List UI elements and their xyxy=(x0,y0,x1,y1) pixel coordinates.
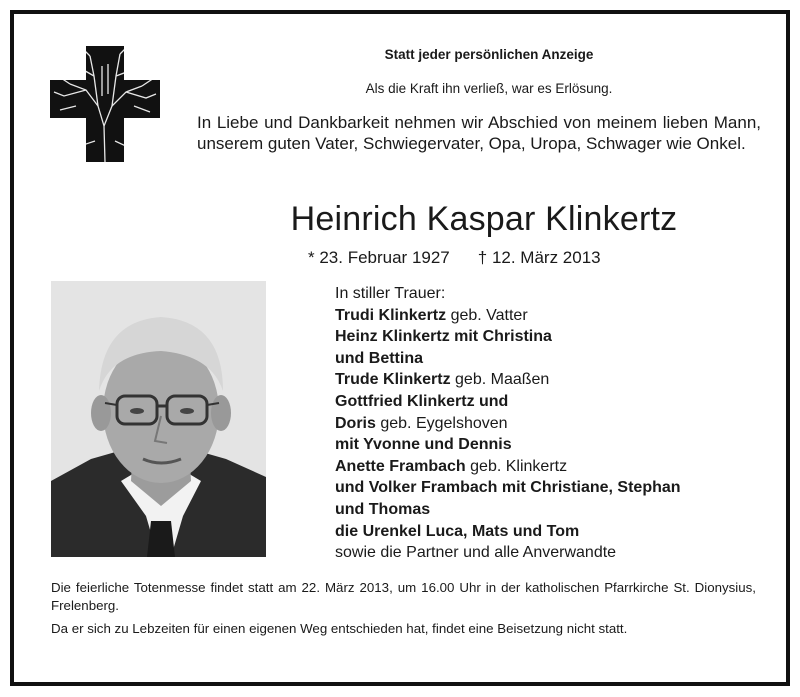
mass-notice: Die feierliche Totenmesse findet statt am 22. März 2013, um 16.00 Uhr in der katholischen Pfarrkirche St. Dionysius, Frelenberg. xyxy=(51,580,756,613)
mourner-line: Gottfried Klinkertz und xyxy=(335,392,509,410)
portrait-photo xyxy=(51,281,266,557)
header-line-1: Statt jeder persönlichen Anzeige xyxy=(384,47,594,62)
intro-text: In Liebe und Dankbarkeit nehmen wir Abschied von meinem lieben Mann, unserem guten Vater, Schwiegervater, Opa, Uropa, Schwager wie Onkel. xyxy=(197,113,761,153)
tree-cross-icon xyxy=(50,46,160,162)
life-dates xyxy=(308,248,601,268)
mourner-line: die Urenkel Luca, Mats und Tom xyxy=(335,522,580,540)
death-date: † 12. März 2013 xyxy=(477,248,601,267)
mourner-line: und Thomas xyxy=(335,500,431,518)
mourner-line: und Volker Frambach mit Christiane, Stephan xyxy=(335,479,681,497)
mourner-line: Heinz Klinkertz mit Christina xyxy=(335,328,552,346)
obituary-frame xyxy=(10,10,790,686)
birth-date: * 23. Februar 1927 xyxy=(308,248,450,267)
deceased-name: Heinrich Kaspar Klinkertz xyxy=(290,200,678,238)
mourner-line: und Bettina xyxy=(335,349,423,367)
burial-notice: Da er sich zu Lebzeiten für einen eigenen Weg entschieden hat, findet eine Beisetzung nicht statt. xyxy=(51,621,628,636)
mourners-list xyxy=(335,283,775,564)
mourner-line: sowie die Partner und alle Anverwandte xyxy=(335,544,617,562)
mourners-heading: In stiller Trauer: xyxy=(335,285,446,302)
mourner-line: Anette Frambach geb. Klinkertz xyxy=(335,457,568,475)
header-line-2: Als die Kraft ihn verließ, war es Erlösung. xyxy=(365,81,613,96)
mourner-line: Trudi Klinkertz geb. Vatter xyxy=(335,306,528,324)
mourner-line: mit Yvonne und Dennis xyxy=(335,436,512,454)
mourner-line: Trude Klinkertz geb. Maaßen xyxy=(335,371,550,389)
mourner-line: Doris geb. Eygelshoven xyxy=(335,414,508,432)
